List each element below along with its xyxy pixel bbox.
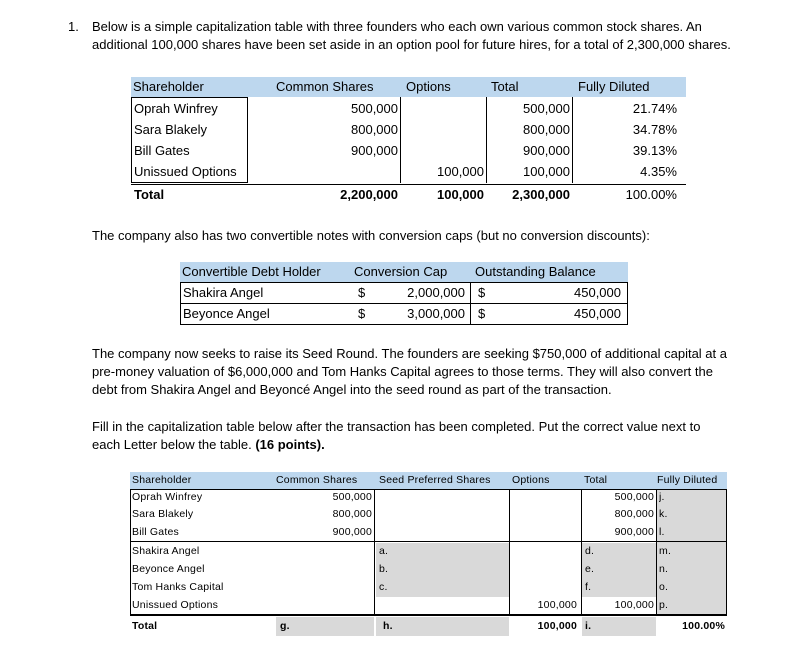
answer-header-options: Options (512, 474, 550, 486)
answer-row-common: 900,000 (332, 526, 372, 538)
notes-currency: $ (478, 285, 486, 300)
notes-header-cap: Conversion Cap (354, 264, 448, 279)
answer-row-options: 100,000 (537, 599, 577, 611)
answer-total-divider (130, 615, 727, 616)
header-total: Total (491, 79, 519, 94)
notes-currency: $ (358, 285, 366, 300)
notes-row-name: Beyonce Angel (183, 306, 270, 321)
problem-number: 1. (68, 19, 79, 34)
notes-row-cap: 3,000,000 (407, 306, 465, 321)
row-name: Bill Gates (134, 143, 190, 158)
answer-header-common: Common Shares (276, 474, 358, 486)
answer-divider-total (656, 489, 657, 615)
answer-total-options: 100,000 (537, 620, 577, 632)
notes-row-balance: 450,000 (574, 285, 621, 300)
header-options: Options (406, 79, 451, 94)
instructions-line-2 (92, 436, 325, 453)
answer-row-total: 500,000 (614, 491, 654, 503)
notes-intro: The company also has two convertible notes with conversion caps (but no conversion discounts): (92, 228, 650, 243)
row-common: 500,000 (351, 101, 398, 116)
total-row-common: 2,200,000 (340, 187, 398, 202)
row-common: 800,000 (351, 122, 398, 137)
notes-row-cap: 2,000,000 (407, 285, 465, 300)
header-common-shares: Common Shares (276, 79, 374, 94)
answer-total-common: g. (280, 620, 290, 632)
answer-row-diluted: j. (659, 491, 665, 503)
answer-total-name: Total (132, 620, 158, 632)
answer-row-diluted: k. (659, 508, 668, 520)
answer-row-diluted: m. (659, 545, 672, 557)
answer-row-name: Shakira Angel (132, 545, 200, 557)
answer-row-total: d. (585, 545, 595, 557)
total-row-diluted: 100.00% (625, 187, 677, 202)
instructions-line-1: Fill in the capitalization table below after the transaction has been completed. Put the correct value next to (92, 419, 701, 434)
row-name: Unissued Options (134, 164, 237, 179)
row-total: 500,000 (523, 101, 570, 116)
row-diluted: 39.13% (632, 143, 677, 158)
row-diluted: 4.35% (640, 164, 677, 179)
answer-total-total: i. (585, 620, 592, 632)
answer-row-name: Bill Gates (132, 526, 179, 538)
row-name: Sara Blakely (134, 122, 207, 137)
seed-line-2: pre-money valuation of $6,000,000 and Tom Hanks Capital agrees to those terms. They will also convert the (92, 364, 713, 379)
answer-divider-seed (509, 489, 510, 615)
row-diluted: 21.74% (632, 101, 677, 116)
row-common: 900,000 (351, 143, 398, 158)
answer-row-total: f. (585, 581, 592, 593)
points-label: (16 points). (255, 437, 325, 452)
seed-line-3: debt from Shakira Angel and Beyoncé Angel into the seed round as part of the transaction. (92, 382, 612, 397)
answer-header-total: Total (584, 474, 608, 486)
answer-row-total: 800,000 (614, 508, 654, 520)
row-diluted: 34.78% (632, 122, 677, 137)
answer-row-total: 100,000 (614, 599, 654, 611)
answer-row-total: e. (585, 563, 595, 575)
answer-row-seed: c. (379, 581, 388, 593)
answer-header-shareholder: Shareholder (132, 474, 192, 486)
answer-divider-options (581, 489, 582, 615)
row-total: 800,000 (523, 122, 570, 137)
header-fully-diluted: Fully Diluted (578, 79, 650, 94)
answer-header-seed: Seed Preferred Shares (379, 474, 491, 486)
answer-row-common: 500,000 (332, 491, 372, 503)
total-row-name: Total (134, 187, 165, 202)
row-total: 900,000 (523, 143, 570, 158)
answer-row-common: 800,000 (332, 508, 372, 520)
answer-row-diluted: l. (659, 526, 665, 538)
answer-row-diluted: n. (659, 563, 669, 575)
answer-row-name: Oprah Winfrey (132, 491, 203, 503)
problem-line-1: Below is a simple capitalization table with three founders who each own various common stock shares. An (92, 19, 702, 34)
answer-row-total: 900,000 (614, 526, 654, 538)
answer-header-diluted: Fully Diluted (657, 474, 718, 486)
answer-row-seed: b. (379, 563, 389, 575)
answer-row-name: Sara Blakely (132, 508, 194, 520)
answer-row-name: Beyonce Angel (132, 563, 205, 575)
answer-row-name: Unissued Options (132, 599, 219, 611)
total-row-options: 100,000 (437, 187, 484, 202)
row-options: 100,000 (437, 164, 484, 179)
seed-line-1: The company now seeks to raise its Seed Round. The founders are seeking $750,000 of additional capital at a (92, 346, 727, 361)
row-total: 100,000 (523, 164, 570, 179)
answer-row-name: Tom Hanks Capital (132, 581, 224, 593)
notes-currency: $ (478, 306, 486, 321)
total-row-total: 2,300,000 (512, 187, 570, 202)
header-shareholder: Shareholder (133, 79, 204, 94)
answer-row-seed: a. (379, 545, 389, 557)
row-name: Oprah Winfrey (134, 101, 218, 116)
answer-divider-common (374, 489, 375, 615)
answer-row-diluted: p. (659, 599, 669, 611)
notes-header-balance: Outstanding Balance (475, 264, 596, 279)
notes-row-name: Shakira Angel (183, 285, 264, 300)
notes-row-balance: 450,000 (574, 306, 621, 321)
instructions-text: each Letter below the table. (92, 437, 256, 452)
answer-total-seed: h. (383, 620, 393, 632)
notes-header-holder: Convertible Debt Holder (182, 264, 321, 279)
answer-row-diluted: o. (659, 581, 669, 593)
answer-total-diluted: 100.00% (682, 620, 725, 632)
notes-currency: $ (358, 306, 366, 321)
answer-section-divider (130, 541, 727, 542)
problem-line-2: additional 100,000 shares have been set aside in an option pool for future hires, for a total of 2,300,000 shares. (92, 37, 731, 52)
